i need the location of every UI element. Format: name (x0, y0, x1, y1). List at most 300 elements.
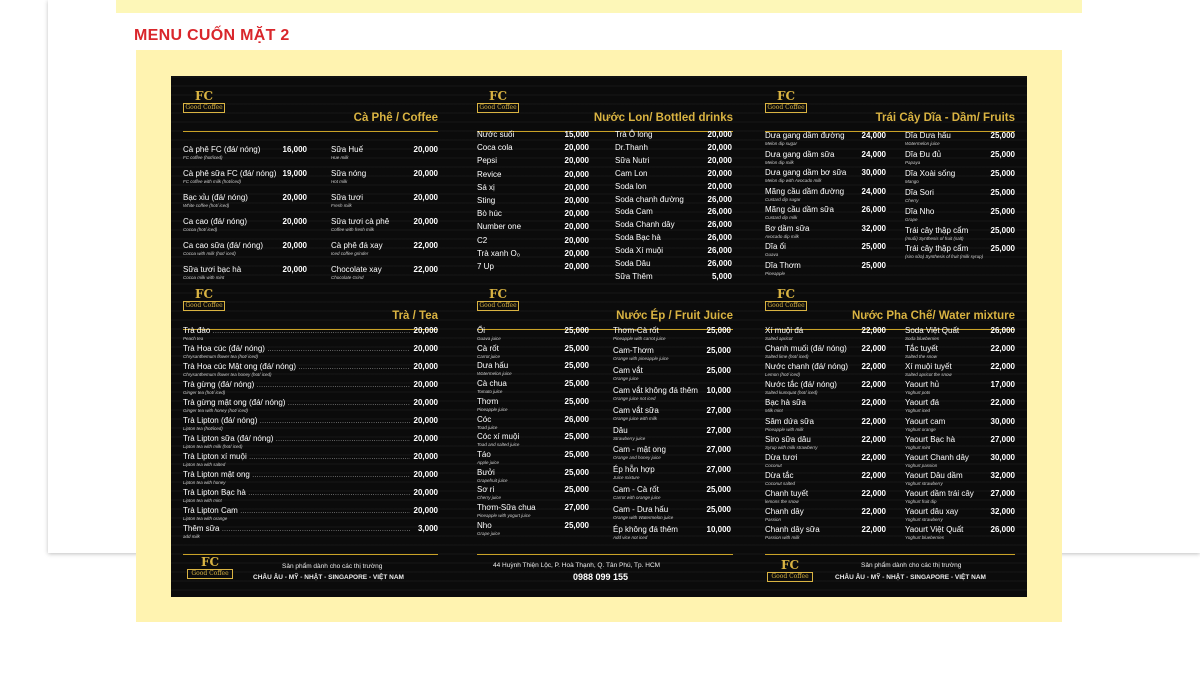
item-price: 22,000 (990, 362, 1015, 372)
item-name: C2 (477, 235, 488, 245)
item-price: 27,000 (706, 405, 731, 415)
brand-name: Good Coffee (477, 301, 519, 311)
item-english-name: Hot milk (331, 179, 348, 184)
menu-item (765, 261, 886, 280)
item-price: 25,000 (564, 449, 589, 459)
item-name: Soda Dâu (615, 259, 651, 268)
item-price: 10,000 (706, 525, 731, 534)
item-english-name: Watermelon juice (477, 371, 512, 377)
item-english-name: Salted apricot the snow (905, 372, 952, 378)
menu-item (765, 344, 886, 363)
item-english-name: Coconut (765, 462, 782, 468)
item-price: 20,000 (564, 156, 589, 166)
item-name: Cam Lon (615, 168, 648, 178)
item-price: 25,000 (564, 343, 589, 353)
menu-item (477, 432, 589, 451)
item-name: 7 Up (477, 262, 494, 271)
item-english-name: Chrysanthemum flower tea (hot/ iced) (183, 354, 259, 359)
item-name: Trái cây thập cẩm (905, 244, 969, 254)
coffee-header (183, 91, 438, 132)
item-english-name: Lipton tea with honey (183, 480, 226, 485)
item-english-name: Milk mint (765, 408, 783, 414)
item-english-name: Grapefruit juice (477, 477, 508, 483)
item-english-name: Carrot with orange juice (613, 495, 661, 501)
brand-logo (765, 289, 807, 317)
item-english-name: Apple juice (477, 459, 500, 465)
item-name: Mãng cầu dầm sữa (765, 205, 834, 214)
menu-item (331, 193, 438, 212)
menu-item (905, 207, 1015, 226)
item-name: Cam vắt không đá thêm (613, 385, 698, 395)
item-price: 20,000 (413, 193, 438, 202)
item-price: 20,000 (413, 326, 438, 335)
menu-item (765, 150, 886, 169)
brand-mark: FC (488, 287, 508, 301)
brand-logo (765, 91, 807, 119)
menu-item (905, 169, 1015, 188)
item-name: Dr.Thanh (615, 142, 648, 152)
menu-item (477, 262, 589, 281)
menu-item (765, 525, 886, 544)
item-price: 26,000 (707, 194, 732, 204)
item-price: 25,000 (861, 260, 886, 270)
item-price: 25,000 (564, 361, 589, 371)
item-english-name: Mango (905, 178, 919, 184)
menu-item (331, 169, 438, 188)
item-name: Dừa tắc (765, 470, 794, 480)
item-price: 25,000 (564, 379, 589, 389)
item-name: Yaourt Bạc hà (905, 434, 956, 444)
item-english-name: Melon dip milk (765, 159, 794, 165)
item-price: 20,000 (413, 344, 438, 353)
item-price: 20,000 (413, 452, 438, 461)
item-name: Dĩa Dưa hấu (905, 131, 951, 140)
item-name: Yaourt Chanh dây (905, 452, 969, 462)
item-english-name: Coffee with fresh milk (331, 227, 375, 232)
menu-item (613, 386, 731, 405)
item-english-name: Salted apricot (765, 336, 793, 341)
item-price: 20,000 (707, 168, 732, 178)
brand-logo (477, 91, 519, 119)
item-price: 20,000 (282, 265, 307, 274)
item-name: Sữa tươi cà phê (331, 217, 390, 226)
item-price: 26,000 (990, 525, 1015, 535)
footer-divider-right (765, 554, 1015, 555)
item-price: 25,000 (706, 326, 731, 335)
item-price: 25,000 (706, 485, 731, 495)
item-name: Siro sữa dâu (765, 434, 811, 444)
item-name: Thơm (477, 396, 499, 406)
item-english-name: (siro sữa) Synthesis of fruit (milk syrup) (905, 254, 984, 260)
juice-header (477, 289, 733, 330)
menu-item (613, 326, 731, 345)
item-name: Sữa tươi bạc hà (183, 265, 242, 274)
item-english-name: Syrup with milk strawberry (765, 444, 818, 450)
menu-item (477, 485, 589, 504)
item-english-name: Yoghurt pots (905, 390, 931, 396)
item-english-name: Orange juice (613, 375, 639, 381)
item-english-name: Grape juice (477, 530, 501, 536)
item-price: 16,000 (282, 145, 307, 154)
item-english-name: Yoghurt strawberry (905, 480, 943, 486)
item-name: Soda Xí muội (615, 246, 664, 256)
menu-item (905, 344, 1015, 363)
menu-item (613, 505, 731, 524)
juice-title: Nước Ép / Fruit Juice (616, 310, 733, 322)
item-english-name: Pineapple with carrot juice (613, 336, 666, 341)
item-price: 25,000 (861, 242, 886, 251)
item-english-name: White coffee (hot/ iced) (183, 203, 230, 208)
item-price: 22,000 (861, 434, 886, 444)
item-price: 25,000 (564, 396, 589, 406)
brand-mark: FC (776, 89, 796, 103)
brand-logo (183, 91, 225, 119)
tea-title: Trà / Tea (392, 310, 438, 322)
item-english-name: Strawberry juice (613, 435, 646, 441)
brand-name: Good Coffee (765, 301, 807, 311)
item-name: Nho (477, 520, 492, 530)
item-price: 20,000 (564, 235, 589, 245)
brand-mark: FC (780, 558, 800, 572)
item-price: 26,000 (564, 414, 589, 424)
item-english-name: Chocolate Grind (331, 275, 364, 280)
item-name: Sá xị (477, 182, 495, 192)
item-price: 30,000 (861, 168, 886, 177)
item-english-name: Yoghurt iced (905, 408, 931, 414)
menu-item (183, 416, 438, 435)
item-name: Ép không đá thêm (613, 525, 678, 534)
item-name: Trà Ô long (615, 130, 653, 139)
item-name: Tắc tuyết (905, 344, 938, 354)
item-name: Chocolate xay (331, 265, 382, 274)
item-name: Trà gừng mật ong (đá/ nóng) ..... (183, 398, 410, 407)
item-name: Sting (477, 196, 496, 205)
item-english-name: Pineapple with yogurt juice (477, 513, 531, 518)
item-english-name: Orange juice not iced (613, 395, 656, 401)
item-english-name: Grape (905, 216, 918, 222)
item-english-name: Yoghurt mint (905, 444, 931, 450)
item-name: Soda Bạc hà (615, 233, 661, 243)
item-name: Cà phê FC (đá/ nóng) (183, 145, 261, 154)
brand-logo (477, 289, 519, 317)
item-name: Cam - Dưa hấu (613, 505, 669, 515)
menu-item (477, 503, 589, 522)
item-english-name: Custard dip sugar (765, 196, 801, 202)
item-price: 22,000 (861, 452, 886, 462)
item-price: 20,000 (413, 398, 438, 407)
item-english-name: Lemon (hot/ iced) (765, 372, 801, 378)
item-english-name: Orange with Watermelon juice (613, 515, 674, 521)
brand-mark: FC (776, 287, 796, 301)
item-name: Cam-Thơm (613, 345, 654, 355)
item-price: 20,000 (564, 143, 589, 153)
item-name: Trái cây thập cẩm (905, 225, 969, 235)
menu-item (183, 169, 307, 188)
item-name: Bạc hà sữa (765, 398, 806, 408)
menu-item (183, 398, 438, 417)
menu-item (183, 380, 438, 399)
juice-panel (477, 289, 733, 544)
item-name: Trà đào ..... (183, 326, 410, 335)
item-english-name: Passion (765, 517, 782, 522)
item-price: 20,000 (564, 169, 589, 179)
coffee-panel (183, 89, 438, 280)
item-name: Sữa Huế (331, 145, 364, 154)
item-english-name: Lipton tea with mint (183, 498, 222, 503)
item-english-name: Yoghurt strawberry (905, 517, 943, 522)
item-price: 24,000 (861, 131, 886, 140)
brand-name: Good Coffee (183, 301, 225, 311)
item-name: Cóc (477, 414, 492, 424)
footer-divider-left (183, 554, 438, 555)
menu-item (905, 380, 1015, 399)
item-price: 27,000 (706, 425, 731, 435)
item-price: 20,000 (564, 248, 589, 258)
menu-item (613, 465, 731, 484)
item-price: 26,000 (707, 233, 732, 243)
menu-item (765, 398, 886, 417)
item-name: Dưa hấu (477, 361, 509, 371)
item-price: 22,000 (413, 265, 438, 274)
menu-board (171, 76, 1027, 597)
item-english-name: Add vice not iced (613, 535, 648, 540)
item-name: Dĩa Sori (905, 187, 934, 197)
item-english-name: Fresh milk (331, 203, 352, 208)
item-english-name: Yoghurt orange (905, 426, 936, 432)
item-price: 32,000 (990, 470, 1015, 480)
menu-item (765, 205, 886, 224)
item-price: 20,000 (413, 362, 438, 371)
item-price: 27,000 (564, 503, 589, 512)
item-price: 22,000 (861, 326, 886, 335)
menu-item (613, 366, 731, 385)
item-english-name: Lipton tea with orange (183, 516, 228, 521)
item-name: Soda Việt Quất (905, 326, 960, 335)
item-name: Yaourt dầm trái cây (905, 488, 974, 498)
item-price: 20,000 (564, 196, 589, 205)
item-name: Dưa gang dầm bơ sữa (765, 168, 847, 177)
item-english-name: Coconut salted (765, 480, 796, 486)
item-name: Chanh dây (765, 507, 804, 516)
brand-name: Good Coffee (765, 103, 807, 113)
fruits-header (765, 91, 1015, 132)
item-name: Chanh tuyết (765, 488, 809, 498)
item-price: 22,000 (861, 470, 886, 480)
menu-item (765, 224, 886, 243)
menu-item (183, 470, 438, 489)
footer-market-intro-left: Sản phẩm dành cho các thị trường (282, 563, 383, 570)
item-price: 25,000 (706, 345, 731, 355)
brand-mark: FC (200, 555, 220, 569)
item-price: 27,000 (706, 465, 731, 475)
menu-item (613, 445, 731, 464)
menu-item (905, 226, 1015, 245)
item-price: 26,000 (707, 259, 732, 268)
item-price: 20,000 (564, 222, 589, 232)
item-price: 3,000 (417, 524, 438, 533)
brand-name: Good Coffee (183, 103, 225, 113)
menu-item (765, 187, 886, 206)
menu-item (905, 435, 1015, 454)
item-price: 25,000 (564, 485, 589, 495)
item-price: 20,000 (413, 145, 438, 154)
footer-markets-left: CHÂU ÂU - MỸ - NHẬT - SINGAPORE - VIỆT NAM (253, 574, 404, 581)
menu-item (905, 453, 1015, 472)
menu-item (905, 417, 1015, 436)
item-name: Cóc xí muội (477, 432, 520, 442)
item-english-name: Cocoa milk with mint (183, 275, 225, 280)
fruits-panel (765, 91, 1015, 291)
item-name: Cà phê đá xay (331, 241, 383, 250)
item-price: 26,000 (861, 205, 886, 214)
menu-item (183, 193, 307, 212)
menu-item (183, 524, 438, 543)
menu-item (613, 485, 731, 504)
item-name: Xí muội tuyết (905, 362, 952, 372)
footer-markets-right: CHÂU ÂU - MỸ - NHẬT - SINGAPORE - VIỆT NAM (835, 574, 986, 581)
item-english-name: Chrysanthemum flower tea honey (hot/ iced) (183, 372, 272, 377)
item-price: 17,000 (990, 380, 1015, 390)
item-price: 26,000 (990, 326, 1015, 335)
menu-item (331, 145, 438, 164)
item-price: 27,000 (990, 488, 1015, 498)
item-price: 20,000 (413, 506, 438, 515)
item-name: Soda Cam (615, 207, 653, 217)
menu-item (765, 380, 886, 399)
menu-item (331, 241, 438, 260)
item-name: Sữa nóng (331, 169, 367, 178)
item-price: 27,000 (706, 445, 731, 455)
footer-address: 44 Huỳnh Thiện Lộc, P. Hoà Thạnh, Q. Tân Phú, Tp. HCM (493, 562, 661, 569)
menu-item (183, 145, 307, 164)
menu-item (765, 507, 886, 526)
item-english-name: Yoghurt passion (905, 462, 938, 468)
item-english-name: Orange juice with milk (613, 415, 658, 421)
previous-page-band (116, 0, 1082, 13)
item-name: Cà phê sữa FC (đá/ nóng) (183, 169, 277, 178)
item-name: Bơ dầm sữa (765, 223, 810, 233)
item-name: Sữa Nutri (615, 155, 650, 165)
item-name: Nước suối (477, 130, 515, 139)
footer-phone: 0988 099 155 (573, 572, 629, 582)
item-name: Soda chanh đường (615, 194, 684, 204)
item-name: Chanh dây sữa (765, 525, 820, 535)
item-english-name: Papaya (905, 159, 921, 165)
brand-name: Good Coffee (477, 103, 519, 113)
item-english-name: FC coffee with milk (hot/iced) (183, 179, 242, 184)
item-name: Trà Hoa cúc Mật ong (đá/ nóng) ..... (183, 362, 410, 371)
footer-market-intro-right: Sản phẩm dành cho các thị trường (861, 562, 962, 569)
item-english-name: Hue milk (331, 155, 349, 160)
item-name: Trà Lipton sữa (đá/ nóng) ..... (183, 434, 410, 443)
item-price: 22,000 (413, 241, 438, 250)
coffee-title: Cà Phê / Coffee (353, 112, 438, 124)
item-name: Sâm dứa sữa (765, 416, 814, 426)
item-price: 20,000 (707, 142, 732, 152)
item-english-name: Ginger tea with honey (hot/ iced) (183, 408, 249, 413)
item-name: Trà xanh O₀ (477, 248, 521, 258)
item-price: 20,000 (413, 416, 438, 425)
item-english-name: Lipton tea with salted (183, 462, 226, 467)
menu-item (183, 488, 438, 507)
menu-item (183, 362, 438, 381)
item-price: 27,000 (990, 434, 1015, 444)
item-price: 20,000 (707, 155, 732, 165)
item-name: Cà rốt (477, 343, 499, 353)
item-name: Bò húc (477, 209, 502, 219)
item-name: Trà Lipton Bạc hà ..... (183, 488, 410, 497)
menu-item (765, 362, 886, 381)
item-price: 20,000 (413, 434, 438, 443)
item-price: 20,000 (413, 169, 438, 178)
item-name: Yaourt dâu xay (905, 507, 959, 516)
menu-item (477, 344, 589, 363)
mixture-header (765, 289, 1015, 330)
item-price: 22,000 (861, 344, 886, 354)
item-english-name: Peach tea (183, 336, 204, 341)
item-price: 26,000 (707, 220, 732, 230)
item-price: 15,000 (564, 130, 589, 139)
item-name: Trà Lipton Cam ..... (183, 506, 410, 515)
item-name: Cam vắt sữa (613, 405, 659, 415)
item-price: 22,000 (861, 398, 886, 408)
item-name: Nước tắc (đá/ nóng) (765, 380, 837, 390)
item-price: 25,000 (990, 131, 1015, 140)
item-english-name: Carrot juice (477, 353, 501, 359)
item-price: 20,000 (564, 262, 589, 271)
item-price: 25,000 (564, 467, 589, 477)
item-english-name: Toad juice (477, 424, 498, 430)
item-name: Revice (477, 169, 502, 179)
menu-item (765, 242, 886, 261)
menu-item (183, 452, 438, 471)
item-name: Ép hỗn hợp (613, 465, 655, 475)
item-english-name: Pineapple juice (477, 406, 508, 412)
brand-name: Good Coffee (767, 572, 813, 582)
menu-item (183, 506, 438, 525)
brand-mark: FC (488, 89, 508, 103)
brand-logo (183, 289, 225, 317)
item-name: Dâu (613, 425, 628, 435)
item-name: Thơm-Sữa chua (477, 503, 536, 512)
item-price: 24,000 (861, 149, 886, 159)
item-name: Trà Lipton xí muội ..... (183, 452, 410, 461)
item-price: 20,000 (413, 470, 438, 479)
item-price: 20,000 (707, 130, 732, 139)
item-price: 20,000 (707, 181, 732, 191)
item-english-name: Salted lime (hot/ iced) (765, 354, 809, 360)
menu-item (765, 131, 886, 150)
item-name: Yaourt Việt Quất (905, 525, 964, 535)
menu-item (183, 344, 438, 363)
item-name: Chanh muối (đá/ nóng) (765, 344, 847, 354)
item-price: 20,000 (413, 380, 438, 389)
item-price: 25,000 (706, 365, 731, 375)
bottled-header (477, 91, 733, 132)
item-english-name: Lipton tea with milk (hot/ iced) (183, 444, 243, 449)
menu-item (477, 379, 589, 398)
item-name: Táo (477, 449, 491, 459)
menu-item (331, 217, 438, 236)
menu-item (905, 398, 1015, 417)
menu-item (765, 326, 886, 345)
item-name: Yaourt Dâu dầm (905, 470, 963, 480)
item-english-name: Cherry (905, 197, 919, 203)
item-english-name: Pineapple with milk (765, 426, 804, 432)
item-name: Soda lon (615, 181, 647, 191)
menu-item (905, 326, 1015, 345)
item-price: 25,000 (564, 520, 589, 530)
